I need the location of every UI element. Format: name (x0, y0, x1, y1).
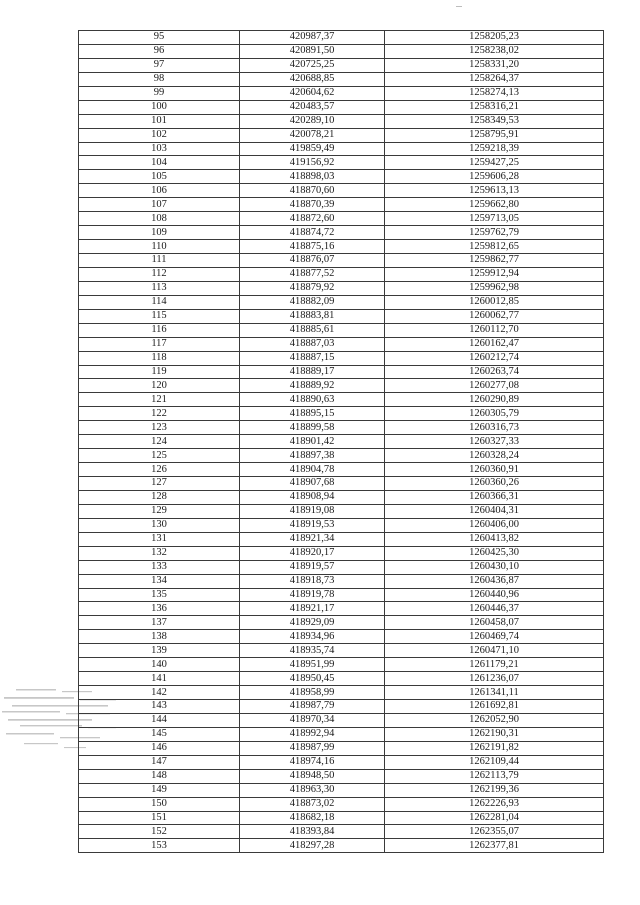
coordinates-table (78, 30, 604, 853)
x-coordinate-cell: 419859,49 (240, 142, 385, 156)
table-row (79, 658, 604, 672)
table-row (79, 825, 604, 839)
y-coordinate-cell: 1259613,13 (385, 184, 604, 198)
y-coordinate-cell: 1259962,98 (385, 281, 604, 295)
x-coordinate-cell: 418948,50 (240, 769, 385, 783)
x-coordinate-cell: 418877,52 (240, 267, 385, 281)
point-number-cell: 108 (79, 212, 240, 226)
table-row (79, 602, 604, 616)
table-row (79, 100, 604, 114)
table-row (79, 86, 604, 100)
y-coordinate-cell: 1260012,85 (385, 295, 604, 309)
y-coordinate-cell: 1260436,87 (385, 574, 604, 588)
x-coordinate-cell: 420483,57 (240, 100, 385, 114)
point-number-cell: 102 (79, 128, 240, 142)
y-coordinate-cell: 1262377,81 (385, 839, 604, 853)
x-coordinate-cell: 418297,28 (240, 839, 385, 853)
point-number-cell: 114 (79, 295, 240, 309)
x-coordinate-cell: 418882,09 (240, 295, 385, 309)
x-coordinate-cell: 418889,92 (240, 379, 385, 393)
x-coordinate-cell: 418987,99 (240, 741, 385, 755)
table-row (79, 616, 604, 630)
x-coordinate-cell: 418890,63 (240, 393, 385, 407)
point-number-cell: 100 (79, 100, 240, 114)
y-coordinate-cell: 1262052,90 (385, 713, 604, 727)
y-coordinate-cell: 1262355,07 (385, 825, 604, 839)
y-coordinate-cell: 1260328,24 (385, 449, 604, 463)
point-number-cell: 127 (79, 477, 240, 491)
table-row (79, 463, 604, 477)
y-coordinate-cell: 1258205,23 (385, 31, 604, 45)
point-number-cell: 111 (79, 254, 240, 268)
y-coordinate-cell: 1258316,21 (385, 100, 604, 114)
table-row (79, 644, 604, 658)
point-number-cell: 153 (79, 839, 240, 853)
point-number-cell: 109 (79, 226, 240, 240)
y-coordinate-cell: 1260440,96 (385, 588, 604, 602)
y-coordinate-cell: 1260305,79 (385, 407, 604, 421)
y-coordinate-cell: 1259427,25 (385, 156, 604, 170)
y-coordinate-cell: 1262199,36 (385, 783, 604, 797)
y-coordinate-cell: 1260413,82 (385, 532, 604, 546)
point-number-cell: 152 (79, 825, 240, 839)
table-row (79, 295, 604, 309)
point-number-cell: 119 (79, 365, 240, 379)
y-coordinate-cell: 1262190,31 (385, 727, 604, 741)
x-coordinate-cell: 418887,03 (240, 337, 385, 351)
table-row (79, 240, 604, 254)
x-coordinate-cell: 419156,92 (240, 156, 385, 170)
point-number-cell: 130 (79, 518, 240, 532)
y-coordinate-cell: 1259713,05 (385, 212, 604, 226)
y-coordinate-cell: 1259762,79 (385, 226, 604, 240)
x-coordinate-cell: 418879,92 (240, 281, 385, 295)
x-coordinate-cell: 418885,61 (240, 323, 385, 337)
table-row (79, 797, 604, 811)
point-number-cell: 125 (79, 449, 240, 463)
y-coordinate-cell: 1261692,81 (385, 700, 604, 714)
x-coordinate-cell: 418682,18 (240, 811, 385, 825)
y-coordinate-cell: 1259912,94 (385, 267, 604, 281)
y-coordinate-cell: 1258264,37 (385, 72, 604, 86)
x-coordinate-cell: 418874,72 (240, 226, 385, 240)
table-row (79, 546, 604, 560)
point-number-cell: 113 (79, 281, 240, 295)
y-coordinate-cell: 1262281,04 (385, 811, 604, 825)
x-coordinate-cell: 418919,78 (240, 588, 385, 602)
point-number-cell: 95 (79, 31, 240, 45)
x-coordinate-cell: 418963,30 (240, 783, 385, 797)
point-number-cell: 126 (79, 463, 240, 477)
x-coordinate-cell: 418875,16 (240, 240, 385, 254)
point-number-cell: 99 (79, 86, 240, 100)
point-number-cell: 139 (79, 644, 240, 658)
point-number-cell: 140 (79, 658, 240, 672)
table-row (79, 351, 604, 365)
x-coordinate-cell: 418987,79 (240, 700, 385, 714)
point-number-cell: 135 (79, 588, 240, 602)
point-number-cell: 105 (79, 170, 240, 184)
x-coordinate-cell: 420688,85 (240, 72, 385, 86)
point-number-cell: 118 (79, 351, 240, 365)
x-coordinate-cell: 418920,17 (240, 546, 385, 560)
point-number-cell: 110 (79, 240, 240, 254)
point-number-cell: 107 (79, 198, 240, 212)
point-number-cell: 115 (79, 309, 240, 323)
table-row (79, 560, 604, 574)
point-number-cell: 128 (79, 490, 240, 504)
x-coordinate-cell: 418876,07 (240, 254, 385, 268)
y-coordinate-cell: 1260425,30 (385, 546, 604, 560)
point-number-cell: 120 (79, 379, 240, 393)
x-coordinate-cell: 418898,03 (240, 170, 385, 184)
y-coordinate-cell: 1259606,28 (385, 170, 604, 184)
table-row (79, 755, 604, 769)
x-coordinate-cell: 418907,68 (240, 477, 385, 491)
x-coordinate-cell: 418919,08 (240, 504, 385, 518)
y-coordinate-cell: 1260471,10 (385, 644, 604, 658)
point-number-cell: 144 (79, 713, 240, 727)
x-coordinate-cell: 418950,45 (240, 672, 385, 686)
x-coordinate-cell: 418870,60 (240, 184, 385, 198)
point-number-cell: 103 (79, 142, 240, 156)
point-number-cell: 149 (79, 783, 240, 797)
x-coordinate-cell: 420289,10 (240, 114, 385, 128)
y-coordinate-cell: 1258331,20 (385, 58, 604, 72)
x-coordinate-cell: 418899,58 (240, 421, 385, 435)
table-row (79, 31, 604, 45)
x-coordinate-cell: 418934,96 (240, 630, 385, 644)
table-row (79, 421, 604, 435)
table-row (79, 379, 604, 393)
x-coordinate-cell: 418901,42 (240, 435, 385, 449)
table-row (79, 226, 604, 240)
point-number-cell: 148 (79, 769, 240, 783)
x-coordinate-cell: 418921,17 (240, 602, 385, 616)
point-number-cell: 129 (79, 504, 240, 518)
table-row (79, 212, 604, 226)
point-number-cell: 138 (79, 630, 240, 644)
table-row (79, 128, 604, 142)
point-number-cell: 121 (79, 393, 240, 407)
table-row (79, 72, 604, 86)
x-coordinate-cell: 418951,99 (240, 658, 385, 672)
table-row (79, 672, 604, 686)
point-number-cell: 143 (79, 700, 240, 714)
x-coordinate-cell: 418873,02 (240, 797, 385, 811)
y-coordinate-cell: 1258238,02 (385, 44, 604, 58)
table-row (79, 769, 604, 783)
y-coordinate-cell: 1258274,13 (385, 86, 604, 100)
x-coordinate-cell: 418870,39 (240, 198, 385, 212)
coordinates-table-body (79, 31, 604, 853)
table-row (79, 504, 604, 518)
table-row (79, 713, 604, 727)
y-coordinate-cell: 1260162,47 (385, 337, 604, 351)
point-number-cell: 133 (79, 560, 240, 574)
point-number-cell: 151 (79, 811, 240, 825)
y-coordinate-cell: 1262191,82 (385, 741, 604, 755)
y-coordinate-cell: 1260406,00 (385, 518, 604, 532)
y-coordinate-cell: 1260458,07 (385, 616, 604, 630)
y-coordinate-cell: 1260062,77 (385, 309, 604, 323)
table-row (79, 574, 604, 588)
table-row (79, 142, 604, 156)
y-coordinate-cell: 1260290,89 (385, 393, 604, 407)
x-coordinate-cell: 418883,81 (240, 309, 385, 323)
y-coordinate-cell: 1260430,10 (385, 560, 604, 574)
point-number-cell: 104 (79, 156, 240, 170)
table-row (79, 811, 604, 825)
y-coordinate-cell: 1258795,91 (385, 128, 604, 142)
y-coordinate-cell: 1262226,93 (385, 797, 604, 811)
x-coordinate-cell: 418970,34 (240, 713, 385, 727)
table-row (79, 184, 604, 198)
point-number-cell: 137 (79, 616, 240, 630)
x-coordinate-cell: 418929,09 (240, 616, 385, 630)
x-coordinate-cell: 418935,74 (240, 644, 385, 658)
point-number-cell: 112 (79, 267, 240, 281)
table-row (79, 337, 604, 351)
table-row (79, 490, 604, 504)
table-row (79, 198, 604, 212)
x-coordinate-cell: 418919,57 (240, 560, 385, 574)
x-coordinate-cell: 418904,78 (240, 463, 385, 477)
x-coordinate-cell: 420891,50 (240, 44, 385, 58)
point-number-cell: 106 (79, 184, 240, 198)
table-row (79, 281, 604, 295)
point-number-cell: 147 (79, 755, 240, 769)
table-row (79, 114, 604, 128)
table-row (79, 309, 604, 323)
point-number-cell: 96 (79, 44, 240, 58)
y-coordinate-cell: 1262113,79 (385, 769, 604, 783)
table-row (79, 58, 604, 72)
table-row (79, 267, 604, 281)
table-row (79, 741, 604, 755)
y-coordinate-cell: 1259862,77 (385, 254, 604, 268)
x-coordinate-cell: 418921,34 (240, 532, 385, 546)
point-number-cell: 97 (79, 58, 240, 72)
y-coordinate-cell: 1260212,74 (385, 351, 604, 365)
y-coordinate-cell: 1261341,11 (385, 686, 604, 700)
table-row (79, 323, 604, 337)
table-row (79, 783, 604, 797)
table-row (79, 686, 604, 700)
x-coordinate-cell: 418872,60 (240, 212, 385, 226)
y-coordinate-cell: 1261179,21 (385, 658, 604, 672)
x-coordinate-cell: 418895,15 (240, 407, 385, 421)
x-coordinate-cell: 420725,25 (240, 58, 385, 72)
y-coordinate-cell: 1259218,39 (385, 142, 604, 156)
point-number-cell: 132 (79, 546, 240, 560)
y-coordinate-cell: 1258349,53 (385, 114, 604, 128)
table-row (79, 393, 604, 407)
point-number-cell: 122 (79, 407, 240, 421)
point-number-cell: 131 (79, 532, 240, 546)
x-coordinate-cell: 418897,38 (240, 449, 385, 463)
table-row (79, 532, 604, 546)
scan-tick-mark (456, 6, 462, 7)
point-number-cell: 145 (79, 727, 240, 741)
table-row (79, 449, 604, 463)
y-coordinate-cell: 1260469,74 (385, 630, 604, 644)
y-coordinate-cell: 1260404,31 (385, 504, 604, 518)
point-number-cell: 101 (79, 114, 240, 128)
x-coordinate-cell: 420078,21 (240, 128, 385, 142)
x-coordinate-cell: 418918,73 (240, 574, 385, 588)
y-coordinate-cell: 1260360,26 (385, 477, 604, 491)
point-number-cell: 123 (79, 421, 240, 435)
point-number-cell: 134 (79, 574, 240, 588)
table-row (79, 477, 604, 491)
x-coordinate-cell: 418992,94 (240, 727, 385, 741)
point-number-cell: 146 (79, 741, 240, 755)
y-coordinate-cell: 1260327,33 (385, 435, 604, 449)
point-number-cell: 117 (79, 337, 240, 351)
point-number-cell: 116 (79, 323, 240, 337)
point-number-cell: 136 (79, 602, 240, 616)
y-coordinate-cell: 1260316,73 (385, 421, 604, 435)
table-row (79, 170, 604, 184)
point-number-cell: 141 (79, 672, 240, 686)
y-coordinate-cell: 1260446,37 (385, 602, 604, 616)
x-coordinate-cell: 418908,94 (240, 490, 385, 504)
table-row (79, 435, 604, 449)
x-coordinate-cell: 420987,37 (240, 31, 385, 45)
table-row (79, 156, 604, 170)
table-row (79, 700, 604, 714)
table-row (79, 44, 604, 58)
y-coordinate-cell: 1261236,07 (385, 672, 604, 686)
table-row (79, 407, 604, 421)
table-row (79, 365, 604, 379)
x-coordinate-cell: 418974,16 (240, 755, 385, 769)
point-number-cell: 124 (79, 435, 240, 449)
y-coordinate-cell: 1260277,08 (385, 379, 604, 393)
y-coordinate-cell: 1259662,80 (385, 198, 604, 212)
table-row (79, 588, 604, 602)
x-coordinate-cell: 418889,17 (240, 365, 385, 379)
point-number-cell: 98 (79, 72, 240, 86)
table-row (79, 630, 604, 644)
table-row (79, 254, 604, 268)
y-coordinate-cell: 1259812,65 (385, 240, 604, 254)
y-coordinate-cell: 1260366,31 (385, 490, 604, 504)
table-row (79, 839, 604, 853)
x-coordinate-cell: 418958,99 (240, 686, 385, 700)
y-coordinate-cell: 1260360,91 (385, 463, 604, 477)
x-coordinate-cell: 418887,15 (240, 351, 385, 365)
x-coordinate-cell: 420604,62 (240, 86, 385, 100)
point-number-cell: 142 (79, 686, 240, 700)
point-number-cell: 150 (79, 797, 240, 811)
y-coordinate-cell: 1260263,74 (385, 365, 604, 379)
y-coordinate-cell: 1260112,70 (385, 323, 604, 337)
table-row (79, 727, 604, 741)
y-coordinate-cell: 1262109,44 (385, 755, 604, 769)
x-coordinate-cell: 418393,84 (240, 825, 385, 839)
table-row (79, 518, 604, 532)
x-coordinate-cell: 418919,53 (240, 518, 385, 532)
